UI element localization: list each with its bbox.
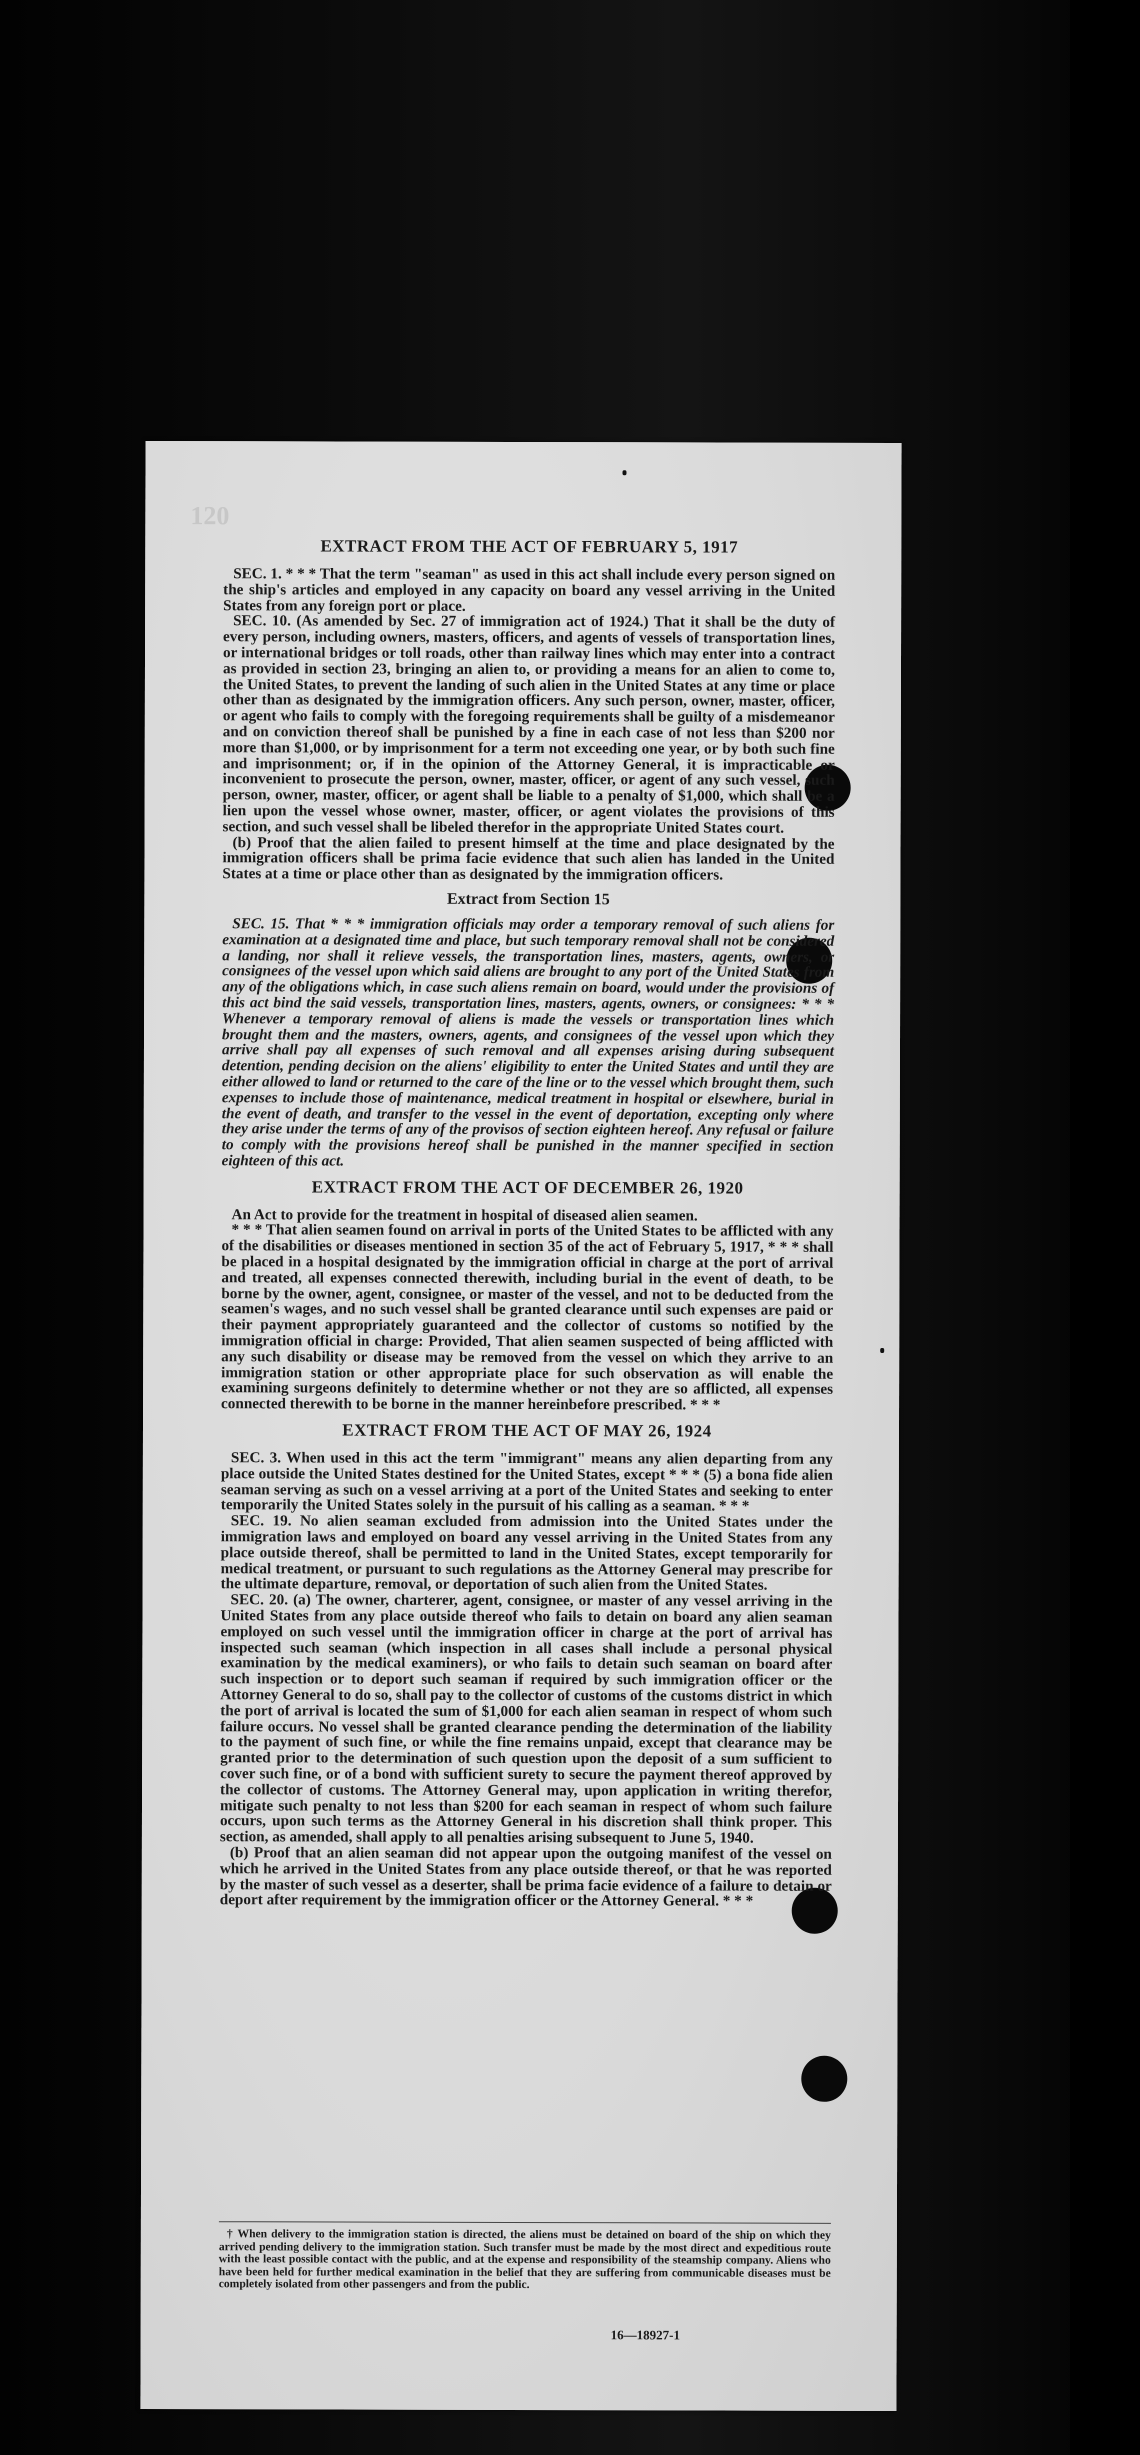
section-3-paragraph: SEC. 3. When used in this act the term "immigrant" means any alien departing from any place outside the United States destined for the United States, except * * * (5) a bona fide alien seaman serving as such on a vessel arriving at a port of the United States and seeking to enter temporarily the United States solely in the pursuit of his calling as a seaman. * * * [220, 1449, 833, 1516]
speck-mark [622, 470, 626, 475]
scan-edge [1070, 0, 1140, 2455]
heading-act-1917: EXTRACT FROM THE ACT OF FEBRUARY 5, 1917 [320, 536, 739, 557]
section-19-paragraph: SEC. 19. No alien seaman excluded from admission into the United States under the immigration laws and employed on board any vessel arriving in the United States from any place outside thereof, shall be permitted to land in the United States, except temporarily for medical treatment, or pursuant to such regulations as the Attorney General may prescribe for the ultimate departure, removal, or deportation of such alien from the United States. [220, 1512, 833, 1595]
section-10-paragraph: SEC. 10. (As amended by Sec. 27 of immigration act of 1924.) That it shall be the duty of every person, including owners, masters, officers, and agents of vessels of transportation lines, or international bridges or toll roads, other than railway lines which may enter into a contract as provided in section 23, bringing an alien to, or providing a means for an alien to come to, the United States, to prevent the landing of such alien in the United States at any time or place other than as designated by the immigration officers. Any such person, owner, master, officer, or agent who fails to comply with the foregoing requirements shall be guilty of a misdemeanor and on conviction thereof shall be punished by a fine in each case of not less than $200 nor more than $1,000, or by imprisonment for a term not exceeding one year, or by both such fine and imprisonment; or, if in the opinion of the Attorney General, it is impracticable or inconvenient to prosecute the person, owner, master, officer, or agent of any such vessel, such person, owner, master, officer, or agent shall be liable to a penalty of $1,000, which shall be a lien upon the vessel whose owner, master, officer, or agent violates the provisions of this section, and such vessel shall be libeled therefor in the appropriate United States court. [222, 612, 836, 837]
footnote [219, 2221, 831, 2293]
document-body [220, 536, 836, 1910]
section-15-paragraph: SEC. 15. That * * * immigration officials may order a temporary removal of such aliens for examination at a designated time and place, but such temporary removal shall not be considered a landing, nor shall it relieve vessels, the transportation lines, masters, agents, owners, or consignees of the vessel upon which said aliens are brought to any port of the United States from any of the obligations which, in case such aliens remain on board, would under the provisions of this act bind the said vessels, transportation lines, masters, agents, owners, or consignees: * * * Whenever a temporary removal of aliens is made the vessels or transportation lines which brought them and the masters, owners, agents, and consignees of the vessel upon which they arrive shall pay all expenses of such removal and all expenses arising during subsequent detention, pending decision on the aliens' eligibility to enter the United States and until they are either allowed to land or returned to the care of the line or to the vessel which brought them, such expenses to include those of maintenance, medical treatment in hospital or elsewhere, burial in the event of death, and transfer to the vessel in the event of deportation, excepting only where they arise under the terms of any of the provisos of section eighteen hereof. Any refusal or failure to comply with the provisions hereof shall be punished in the manner specified in section eighteen of this act. [221, 915, 835, 1170]
heading-act-1924: EXTRACT FROM THE ACT OF MAY 26, 1924 [342, 1420, 712, 1441]
section-20b-paragraph: (b) Proof that an alien seaman did not appear upon the outgoing manifest of the vessel on which he arrived in the United States from any place outside thereof, or that he was reported by the master of such vessel as a deserter, shall be prima facie evidence of a failure to detain or deport after requirement by the immigration officer or the Attorney General. * * * [219, 1844, 832, 1910]
faint-page-number: 120 [190, 501, 230, 531]
section-20a-paragraph: SEC. 20. (a) The owner, charterer, agent, consignee, or master of any vessel arriving in the United States from any place outside thereof who fails to detain on board any alien seaman employed on such vessel until the immigration officer in charge at the port of arrival has inspected such seaman (which inspection in all cases shall include a personal physical examination by the medical examiners), or who fails to detain such seaman on board after such inspection or to deport such seaman if required by such immigration officer or the Attorney General to do so, shall pay to the collector of customs of the customs district in which the port of arrival is located the sum of $1,000 for each alien seaman in respect of whom such failure occurs. No vessel shall be granted clearance pending the determination of the liability to the payment of such fine, or while the fine remains unpaid, except that clearance may be granted prior to the determination of such question upon the deposit of a sum sufficient to cover such fine, or of a bond with sufficient surety to secure the payment thereof approved by the collector of customs. The Attorney General may, upon application in writing therefor, mitigate such penalty to not less than $200 for each seaman in respect of whom such failure occurs, upon such terms as the Attorney General in his discretion shall think proper. This section, as amended, shall apply to all penalties arising subsequent to June 5, 1940. [219, 1591, 833, 1847]
document-page [140, 441, 901, 2411]
heading-act-1920: EXTRACT FROM THE ACT OF DECEMBER 26, 1920 [311, 1177, 744, 1198]
act-1920-paragraph: * * * That alien seamen found on arrival in ports of the United States to be afflicted with any of the disabilities or diseases mentioned in section 35 of the act of February 5, 1917, * * * shall be placed in a hospital designated by the immigration official in charge at the port of arrival and treated, all expenses connected therewith, including burial in the event of death, to be borne by the owner, agent, consignee, or master of the vessel, and not to be deducted from the seamen's wages, and no such vessel shall be granted clearance until such expenses are paid or their payment appropriately guaranteed and the collector of customs so notified by the immigration official in charge: Provided, That alien seamen suspected of being afflicted with any such disability or disease may be removed from the vessel on which they arrive to an immigration station or other appropriate place for such observation as will enable the examining surgeons definitely to determine whether or not they are so afflicted, all expenses connected therewith to be borne in the manner hereinbefore prescribed. * * * [221, 1221, 834, 1414]
form-number: 16—18927-1 [610, 2327, 680, 2343]
heading-section-15: Extract from Section 15 [446, 890, 610, 909]
section-1-paragraph: SEC. 1. * * * That the term "seaman" as used in this act shall include every person signed on the ship's articles and employed in any capacity on board any vessel arriving in the United States from any foreign port or place. [223, 565, 836, 615]
act-1920-title: An Act to provide for the treatment in hospital of diseased alien seamen. [231, 1205, 698, 1225]
footnote-text: † When delivery to the immigration station is directed, the aliens must be detained on board of the ship on which they arrived pending delivery to the immigration station. Such transfer must be made by the most direct and expeditious route with the least possible contact with the public, and at the expense and responsibility of the steamship company. Aliens who have been held for further medical examination in the belief that they are suffering from communicable diseases must be completely isolated from other passengers and from the public. [218, 2227, 831, 2292]
speck-mark [880, 1348, 884, 1353]
section-10b-paragraph: (b) Proof that the alien failed to present himself at the time and place designated by the immigration officers shall be prima facie evidence that such alien has landed in the United States at a time or place other than as designated by the immigration officers. [222, 833, 835, 884]
punch-hole-icon [801, 2056, 847, 2102]
